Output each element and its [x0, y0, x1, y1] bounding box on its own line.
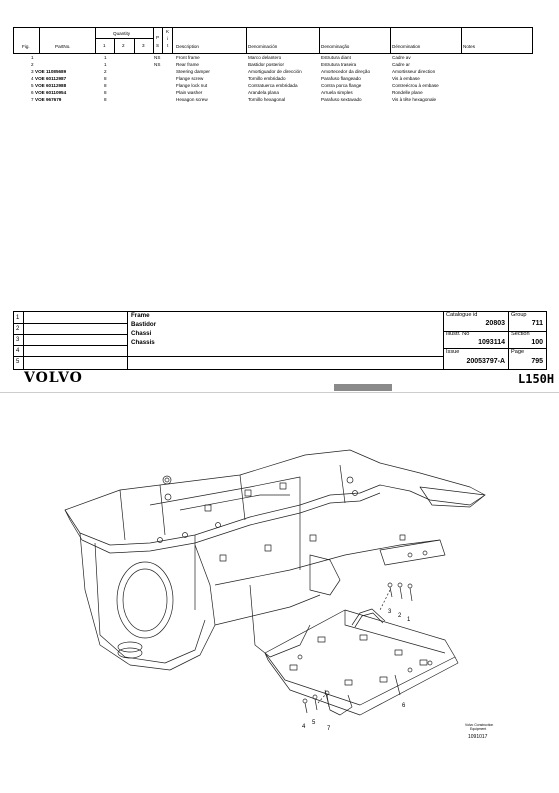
- cell-description: Plain washer: [176, 90, 203, 95]
- title-bastidor: Bastidor: [131, 321, 157, 328]
- page-label: Page: [511, 349, 525, 355]
- parts-table-header: [13, 27, 533, 54]
- cell-qty: 8: [104, 97, 107, 102]
- cell-es: Tornillo embridado: [248, 76, 286, 81]
- table-row: [13, 62, 531, 69]
- cell-fr: Rondelle plane: [392, 90, 423, 95]
- header-kit-k: K: [166, 29, 170, 34]
- cell-fr: Cadre av: [392, 55, 411, 60]
- cell-qty: 1: [104, 55, 107, 60]
- page-divider: [0, 392, 559, 393]
- cell-pt: Contra porca flange: [321, 83, 362, 88]
- header-denominacion: Denominación: [248, 44, 278, 49]
- section-label: Section: [511, 331, 530, 337]
- cell-fr: Amortisseur direction: [392, 69, 436, 74]
- cell-partno: VOE 60110954: [35, 90, 67, 95]
- page-value: 795: [531, 358, 543, 365]
- header-qty-2: 2: [122, 43, 125, 48]
- cell-description: Flange screw: [176, 76, 204, 81]
- callout-2: 2: [398, 613, 402, 619]
- cell-pt: Estrutura traseira: [321, 62, 357, 67]
- title-block: [13, 311, 547, 370]
- callout-4: 4: [302, 724, 306, 730]
- title-chassis: Chassis: [131, 339, 155, 346]
- cell-partno: VOE 60112987: [35, 76, 67, 81]
- tb-row-3: 3: [16, 337, 20, 343]
- table-row: [13, 90, 531, 97]
- cell-es: Arandela plana: [248, 90, 279, 95]
- cell-ps: NS: [154, 62, 161, 67]
- header-fig: Fig.: [22, 44, 30, 49]
- cell-fig: 4: [31, 76, 34, 81]
- group-value: 711: [531, 320, 543, 327]
- cell-qty: 8: [104, 76, 107, 81]
- cell-fig: 2: [31, 62, 34, 67]
- title-frame: Frame: [131, 312, 150, 319]
- cell-fr: Vis à tête hexagonale: [392, 97, 437, 102]
- title-chassi: Chassi: [131, 330, 152, 337]
- cell-pt: Amortecedor da direção: [321, 69, 371, 74]
- cell-fig: 1: [31, 55, 34, 60]
- table-row: [13, 97, 531, 104]
- header-partno: PartNo.: [55, 44, 71, 49]
- cell-description: Rear frame: [176, 62, 199, 67]
- cell-partno: VOE 11085689: [35, 69, 67, 74]
- cell-description: Hexagon screw: [176, 97, 208, 102]
- cell-es: Amortiguador de dirección: [248, 69, 302, 74]
- caption-small-2: Equipment: [470, 727, 487, 731]
- cell-qty: 8: [104, 83, 107, 88]
- header-description: Description: [176, 44, 199, 49]
- table-row: [13, 83, 531, 90]
- cell-qty: 1: [104, 62, 107, 67]
- illustration-number: 1091017: [468, 734, 488, 740]
- cell-description: Front frame: [176, 55, 200, 60]
- illustr-label: Illustr. No: [446, 331, 470, 337]
- table-row: [13, 76, 531, 83]
- tb-row-4: 4: [16, 348, 20, 354]
- cell-pt: Arruela simples: [321, 90, 353, 95]
- cell-partno: VOE 967679: [35, 97, 62, 102]
- header-qty-1: 1: [103, 43, 106, 48]
- header-kit-t: t: [167, 43, 169, 48]
- tb-row-2: 2: [16, 326, 20, 332]
- cell-fr: Contreécrou à embase: [392, 83, 439, 88]
- header-p: P: [156, 35, 160, 40]
- cell-partno: VOE 60112988: [35, 83, 67, 88]
- cell-ps: NS: [154, 55, 161, 60]
- header-kit-i: i: [167, 36, 169, 41]
- group-label: Group: [511, 312, 527, 318]
- header-qty-3: 3: [142, 43, 145, 48]
- cell-qty: 8: [104, 90, 107, 95]
- volvo-logo: VOLVO: [24, 370, 83, 386]
- cell-pt: Parafuso flangeado: [321, 76, 361, 81]
- header-denominacao: Denominação: [321, 44, 350, 49]
- cell-es: Tornillo hexagonal: [248, 97, 286, 102]
- cell-fig: 5: [31, 83, 34, 88]
- table-row: [13, 69, 531, 76]
- issue-value: 20053797-A: [466, 358, 505, 365]
- header-denomination: Dénomination: [392, 44, 421, 49]
- callout-6: 6: [402, 703, 406, 709]
- illustr-value: 1093114: [478, 339, 505, 346]
- cell-fig: 7: [31, 97, 34, 102]
- header-notes: Notes: [463, 44, 476, 49]
- caption-small-1: Volvo Construction: [465, 723, 494, 727]
- cell-fr: Vis à embase: [392, 76, 420, 81]
- cell-fr: Cadre ar: [392, 62, 410, 67]
- cell-qty: 2: [104, 69, 107, 74]
- cell-es: Contratuerca embridada: [248, 83, 298, 88]
- callout-1: 1: [407, 617, 411, 623]
- header-quantity: Quantity: [113, 31, 131, 36]
- tb-row-5: 5: [16, 359, 20, 365]
- issue-label: Issue: [446, 349, 460, 355]
- table-row: [13, 55, 531, 62]
- cell-pt: Parafuso sextavado: [321, 97, 362, 102]
- frame-exploded-illustration: [0, 395, 559, 793]
- cell-fig: 3: [31, 69, 34, 74]
- catalogue-label: Catalogue id: [446, 312, 478, 318]
- model-label: L150H: [518, 372, 555, 386]
- cell-fig: 6: [31, 90, 34, 95]
- cell-pt: Estrutura diant: [321, 55, 351, 60]
- catalogue-value: 20803: [485, 320, 505, 327]
- cell-es: Bastidor posterior: [248, 62, 285, 67]
- cell-description: Steering damper: [176, 69, 210, 74]
- callout-5: 5: [312, 720, 316, 726]
- section-value: 100: [531, 339, 543, 346]
- header-s: S: [156, 43, 160, 48]
- cell-es: Marco delantero: [248, 55, 282, 60]
- tb-row-1: 1: [16, 315, 20, 321]
- callout-7: 7: [327, 726, 331, 732]
- scroll-marker: [334, 384, 392, 391]
- callout-3: 3: [388, 609, 392, 615]
- cell-description: Flange lock nut: [176, 83, 208, 88]
